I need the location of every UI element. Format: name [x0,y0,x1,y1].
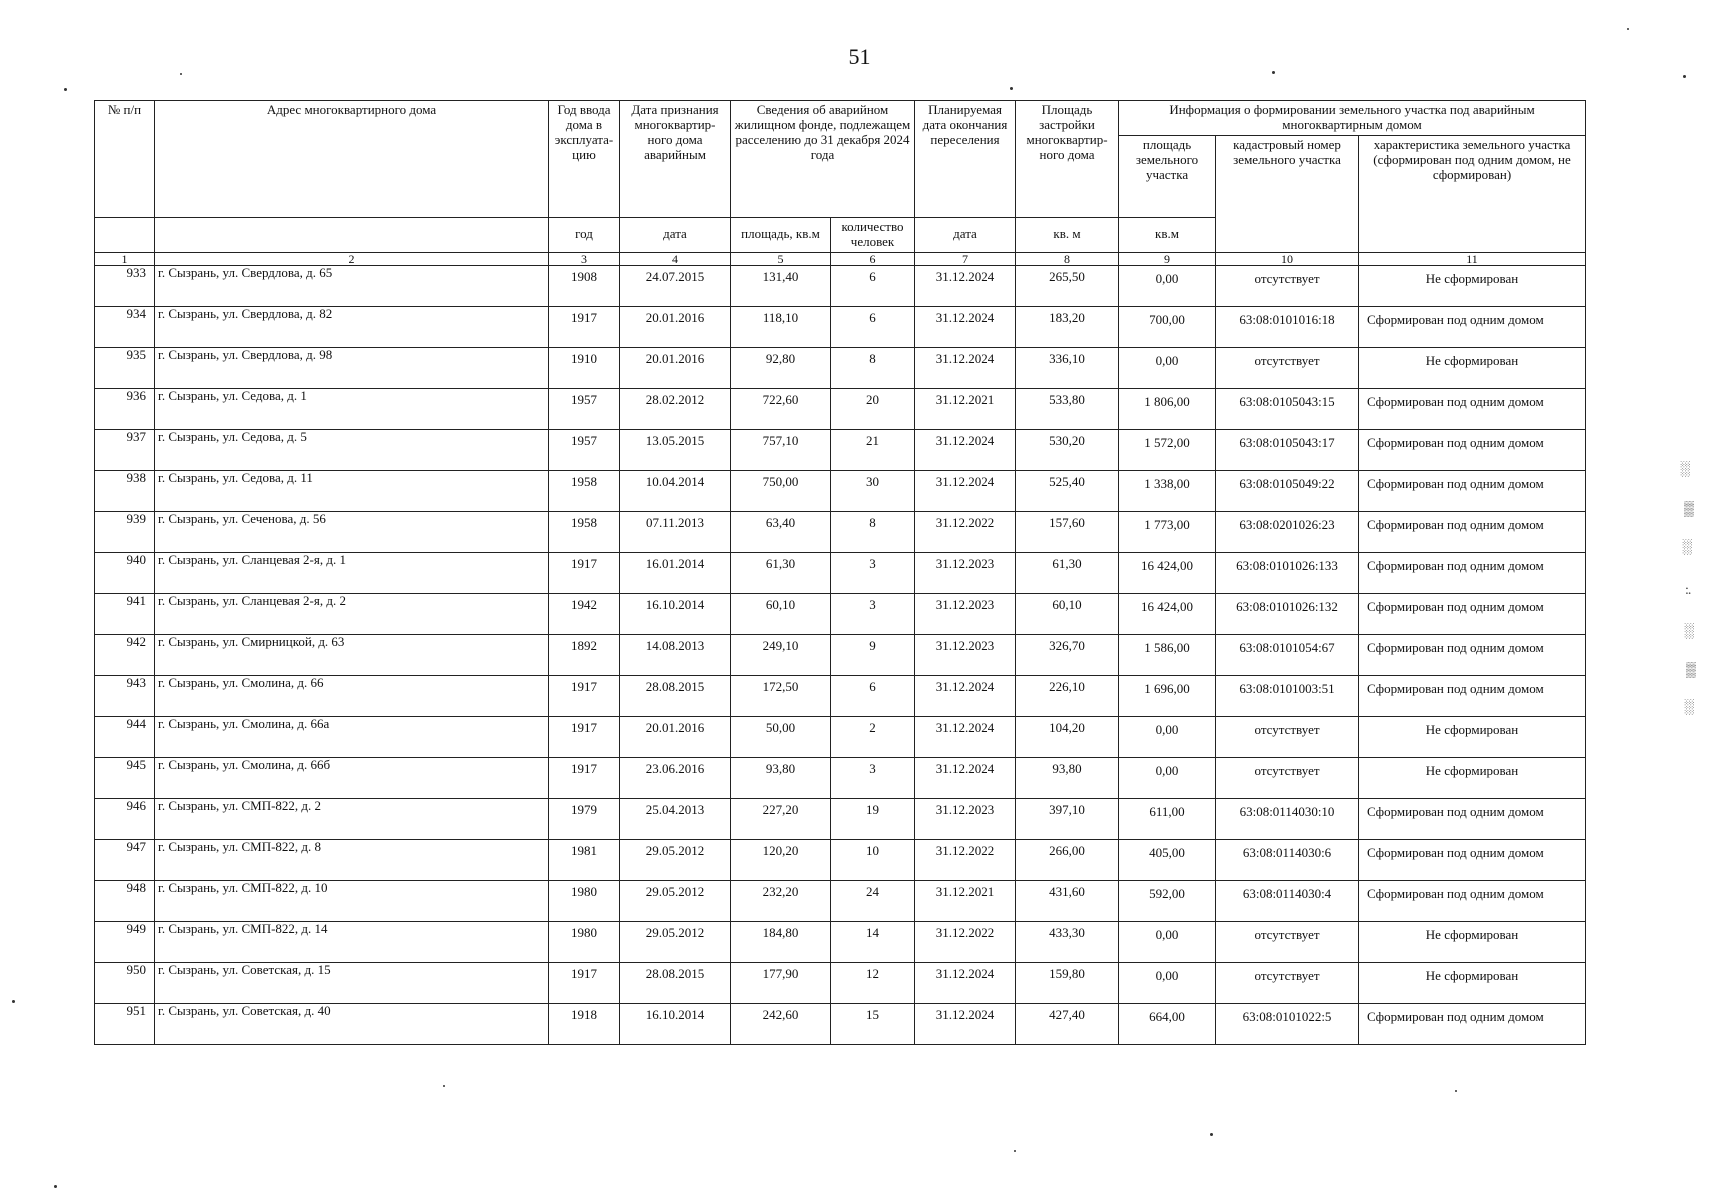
people-count-cell: 3 [831,593,915,634]
column-number: 11 [1359,252,1586,265]
scan-speck [1210,1133,1213,1136]
cadastral-number-cell: 63:08:0101003:51 [1216,675,1359,716]
column-number: 2 [155,252,549,265]
address-cell: г. Сызрань, ул. Смолина, д. 66б [155,757,549,798]
unit-area: площадь, кв.м [731,218,831,253]
built-area-cell: 326,70 [1016,634,1119,675]
header-address: Адрес многоквартирного дома [155,101,549,218]
people-count-cell: 9 [831,634,915,675]
year-built-cell: 1917 [549,675,620,716]
header-year-built: Год ввода дома в эксплуата- цию [549,101,620,218]
land-area-cell: 0,00 [1119,347,1216,388]
year-built-cell: 1910 [549,347,620,388]
land-characteristic-cell: Не сформирован [1359,716,1586,757]
year-built-cell: 1981 [549,839,620,880]
scan-speck [1014,1150,1016,1152]
header-land-char: характеристика земельного участка (сформирован под одним домом, не сформирован) [1359,135,1586,252]
year-built-cell: 1942 [549,593,620,634]
built-area-cell: 533,80 [1016,388,1119,429]
recognition-date-cell: 13.05.2015 [620,429,731,470]
scan-noise: ▒ [1684,502,1693,517]
built-area-cell: 336,10 [1016,347,1119,388]
recognition-date-cell: 14.08.2013 [620,634,731,675]
emergency-area-cell: 131,40 [731,265,831,306]
built-area-cell: 431,60 [1016,880,1119,921]
emergency-area-cell: 93,80 [731,757,831,798]
built-area-cell: 397,10 [1016,798,1119,839]
built-area-cell: 183,20 [1016,306,1119,347]
row-number: 944 [95,716,155,757]
planned-end-cell: 31.12.2024 [915,757,1016,798]
planned-end-cell: 31.12.2024 [915,716,1016,757]
header-recognition-date: Дата признания многоквартир- ного дома аварийным [620,101,731,218]
year-built-cell: 1917 [549,306,620,347]
table-row [95,634,1586,675]
built-area-cell: 427,40 [1016,1003,1119,1044]
column-number: 1 [95,252,155,265]
planned-end-cell: 31.12.2024 [915,306,1016,347]
planned-end-cell: 31.12.2023 [915,634,1016,675]
people-count-cell: 6 [831,306,915,347]
recognition-date-cell: 16.01.2014 [620,552,731,593]
table-row [95,511,1586,552]
people-count-cell: 10 [831,839,915,880]
scan-speck [1010,87,1013,90]
people-count-cell: 2 [831,716,915,757]
scan-speck [1272,71,1275,74]
emergency-housing-table [94,100,1586,1045]
land-characteristic-cell: Не сформирован [1359,347,1586,388]
address-cell: г. Сызрань, ул. Смирницкой, д. 63 [155,634,549,675]
recognition-date-cell: 16.10.2014 [620,1003,731,1044]
planned-end-cell: 31.12.2022 [915,511,1016,552]
land-characteristic-cell: Не сформирован [1359,921,1586,962]
row-number: 936 [95,388,155,429]
address-cell: г. Сызрань, ул. Смолина, д. 66а [155,716,549,757]
built-area-cell: 93,80 [1016,757,1119,798]
address-cell: г. Сызрань, ул. Седова, д. 5 [155,429,549,470]
cadastral-number-cell: 63:08:0101054:67 [1216,634,1359,675]
address-cell: г. Сызрань, ул. Седова, д. 11 [155,470,549,511]
address-cell: г. Сызрань, ул. СМП-822, д. 8 [155,839,549,880]
land-characteristic-cell: Сформирован под одним домом [1359,552,1586,593]
scan-noise: ░ [1680,462,1689,477]
table-row [95,429,1586,470]
emergency-area-cell: 120,20 [731,839,831,880]
unit-date: дата [620,218,731,253]
header-no: № п/п [95,101,155,218]
recognition-date-cell: 28.08.2015 [620,962,731,1003]
year-built-cell: 1980 [549,880,620,921]
planned-end-cell: 31.12.2021 [915,880,1016,921]
year-built-cell: 1918 [549,1003,620,1044]
people-count-cell: 3 [831,552,915,593]
land-area-cell: 664,00 [1119,1003,1216,1044]
land-characteristic-cell: Сформирован под одним домом [1359,798,1586,839]
planned-end-cell: 31.12.2024 [915,470,1016,511]
land-area-cell: 16 424,00 [1119,593,1216,634]
column-number: 9 [1119,252,1216,265]
planned-end-cell: 31.12.2024 [915,1003,1016,1044]
table-row [95,306,1586,347]
land-area-cell: 611,00 [1119,798,1216,839]
column-number: 10 [1216,252,1359,265]
emergency-area-cell: 249,10 [731,634,831,675]
table-row [95,593,1586,634]
column-number: 6 [831,252,915,265]
recognition-date-cell: 16.10.2014 [620,593,731,634]
scan-speck [54,1185,57,1188]
planned-end-cell: 31.12.2022 [915,839,1016,880]
built-area-cell: 266,00 [1016,839,1119,880]
row-number: 941 [95,593,155,634]
land-characteristic-cell: Сформирован под одним домом [1359,511,1586,552]
land-area-cell: 592,00 [1119,880,1216,921]
recognition-date-cell: 29.05.2012 [620,921,731,962]
table-row [95,757,1586,798]
cadastral-number-cell: 63:08:0105049:22 [1216,470,1359,511]
cadastral-number-cell: 63:08:0114030:6 [1216,839,1359,880]
planned-end-cell: 31.12.2024 [915,675,1016,716]
header-cadastral: кадастровый номер земельного участка [1216,135,1359,252]
emergency-area-cell: 757,10 [731,429,831,470]
built-area-cell: 226,10 [1016,675,1119,716]
recognition-date-cell: 20.01.2016 [620,306,731,347]
table-row [95,675,1586,716]
row-number: 934 [95,306,155,347]
people-count-cell: 14 [831,921,915,962]
recognition-date-cell: 25.04.2013 [620,798,731,839]
land-characteristic-cell: Сформирован под одним домом [1359,634,1586,675]
table-row [95,798,1586,839]
emergency-area-cell: 118,10 [731,306,831,347]
planned-end-cell: 31.12.2024 [915,429,1016,470]
land-characteristic-cell: Сформирован под одним домом [1359,306,1586,347]
scan-noise: ░ [1684,700,1693,715]
column-number: 4 [620,252,731,265]
land-area-cell: 1 572,00 [1119,429,1216,470]
people-count-cell: 6 [831,675,915,716]
land-characteristic-cell: Не сформирован [1359,962,1586,1003]
cadastral-number-cell: 63:08:0101026:133 [1216,552,1359,593]
people-count-cell: 3 [831,757,915,798]
planned-end-cell: 31.12.2023 [915,798,1016,839]
people-count-cell: 6 [831,265,915,306]
year-built-cell: 1892 [549,634,620,675]
built-area-cell: 157,60 [1016,511,1119,552]
emergency-area-cell: 50,00 [731,716,831,757]
recognition-date-cell: 07.11.2013 [620,511,731,552]
land-area-cell: 405,00 [1119,839,1216,880]
people-count-cell: 19 [831,798,915,839]
built-area-cell: 61,30 [1016,552,1119,593]
land-characteristic-cell: Не сформирован [1359,757,1586,798]
people-count-cell: 30 [831,470,915,511]
row-number: 938 [95,470,155,511]
year-built-cell: 1908 [549,265,620,306]
year-built-cell: 1979 [549,798,620,839]
land-characteristic-cell: Сформирован под одним домом [1359,470,1586,511]
address-cell: г. Сызрань, ул. Советская, д. 40 [155,1003,549,1044]
unit-people: количество человек [831,218,915,253]
table-body [95,265,1586,1044]
scan-speck [12,1000,15,1003]
table-row [95,880,1586,921]
column-number: 8 [1016,252,1119,265]
planned-end-cell: 31.12.2022 [915,921,1016,962]
scan-noise: :. [1685,583,1691,598]
land-characteristic-cell: Сформирован под одним домом [1359,593,1586,634]
emergency-area-cell: 61,30 [731,552,831,593]
unit-end-date: дата [915,218,1016,253]
planned-end-cell: 31.12.2021 [915,388,1016,429]
planned-end-cell: 31.12.2023 [915,552,1016,593]
land-characteristic-cell: Сформирован под одним домом [1359,880,1586,921]
column-numbers-row [95,252,1586,265]
land-area-cell: 0,00 [1119,265,1216,306]
land-characteristic-cell: Сформирован под одним домом [1359,429,1586,470]
recognition-date-cell: 28.02.2012 [620,388,731,429]
year-built-cell: 1917 [549,552,620,593]
scan-speck [180,73,182,75]
table-row [95,552,1586,593]
land-characteristic-cell: Сформирован под одним домом [1359,675,1586,716]
scan-speck [1627,28,1629,30]
planned-end-cell: 31.12.2023 [915,593,1016,634]
planned-end-cell: 31.12.2024 [915,962,1016,1003]
scan-noise: ░ [1684,624,1693,639]
year-built-cell: 1917 [549,962,620,1003]
row-number: 950 [95,962,155,1003]
address-cell: г. Сызрань, ул. Сланцевая 2-я, д. 1 [155,552,549,593]
built-area-cell: 525,40 [1016,470,1119,511]
scan-noise: ░ [1682,540,1691,555]
address-cell: г. Сызрань, ул. СМП-822, д. 14 [155,921,549,962]
cadastral-number-cell: отсутствует [1216,921,1359,962]
row-number: 939 [95,511,155,552]
year-built-cell: 1980 [549,921,620,962]
header-built-area: Площадь застройки многоквартир- ного дома [1016,101,1119,218]
table-row [95,470,1586,511]
recognition-date-cell: 29.05.2012 [620,880,731,921]
header-row-main [95,101,1586,136]
table-row [95,716,1586,757]
recognition-date-cell: 10.04.2014 [620,470,731,511]
year-built-cell: 1957 [549,388,620,429]
year-built-cell: 1958 [549,470,620,511]
land-characteristic-cell: Сформирован под одним домом [1359,1003,1586,1044]
cadastral-number-cell: 63:08:0105043:15 [1216,388,1359,429]
table-row [95,921,1586,962]
row-number: 933 [95,265,155,306]
unit-land-area: кв.м [1119,218,1216,253]
cadastral-number-cell: отсутствует [1216,347,1359,388]
people-count-cell: 20 [831,388,915,429]
row-number: 945 [95,757,155,798]
cadastral-number-cell: отсутствует [1216,716,1359,757]
planned-end-cell: 31.12.2024 [915,347,1016,388]
row-number: 948 [95,880,155,921]
column-number: 3 [549,252,620,265]
address-cell: г. Сызрань, ул. Сланцевая 2-я, д. 2 [155,593,549,634]
cadastral-number-cell: отсутствует [1216,962,1359,1003]
recognition-date-cell: 28.08.2015 [620,675,731,716]
recognition-date-cell: 20.01.2016 [620,347,731,388]
address-cell: г. Сызрань, ул. Седова, д. 1 [155,388,549,429]
emergency-area-cell: 750,00 [731,470,831,511]
land-area-cell: 1 338,00 [1119,470,1216,511]
cadastral-number-cell: 63:08:0101022:5 [1216,1003,1359,1044]
built-area-cell: 60,10 [1016,593,1119,634]
unit-built-area: кв. м [1016,218,1119,253]
scan-noise: ▒ [1686,663,1695,678]
address-cell: г. Сызрань, ул. Сеченова, д. 56 [155,511,549,552]
recognition-date-cell: 20.01.2016 [620,716,731,757]
people-count-cell: 15 [831,1003,915,1044]
scan-speck [1683,75,1686,78]
row-number: 935 [95,347,155,388]
planned-end-cell: 31.12.2024 [915,265,1016,306]
address-cell: г. Сызрань, ул. Советская, д. 15 [155,962,549,1003]
built-area-cell: 530,20 [1016,429,1119,470]
row-number: 942 [95,634,155,675]
row-number: 937 [95,429,155,470]
emergency-area-cell: 92,80 [731,347,831,388]
table-row [95,839,1586,880]
land-area-cell: 1 696,00 [1119,675,1216,716]
land-area-cell: 16 424,00 [1119,552,1216,593]
year-built-cell: 1917 [549,757,620,798]
cadastral-number-cell: 63:08:0101026:132 [1216,593,1359,634]
address-cell: г. Сызрань, ул. СМП-822, д. 10 [155,880,549,921]
year-built-cell: 1957 [549,429,620,470]
recognition-date-cell: 29.05.2012 [620,839,731,880]
table-row [95,1003,1586,1044]
emergency-area-cell: 232,20 [731,880,831,921]
row-number: 951 [95,1003,155,1044]
header-land-area: площадь земельного участка [1119,135,1216,217]
scan-speck [1455,1090,1457,1092]
built-area-cell: 265,50 [1016,265,1119,306]
recognition-date-cell: 24.07.2015 [620,265,731,306]
built-area-cell: 433,30 [1016,921,1119,962]
land-area-cell: 0,00 [1119,716,1216,757]
built-area-cell: 104,20 [1016,716,1119,757]
cadastral-number-cell: 63:08:0101016:18 [1216,306,1359,347]
emergency-area-cell: 172,50 [731,675,831,716]
scan-speck [64,88,67,91]
people-count-cell: 21 [831,429,915,470]
address-cell: г. Сызрань, ул. Свердлова, д. 82 [155,306,549,347]
address-cell: г. Сызрань, ул. СМП-822, д. 2 [155,798,549,839]
row-number: 943 [95,675,155,716]
land-area-cell: 1 806,00 [1119,388,1216,429]
table-row [95,265,1586,306]
scan-speck [443,1085,445,1087]
column-number: 5 [731,252,831,265]
unit-address [155,218,549,253]
row-number: 949 [95,921,155,962]
page-number: 51 [848,44,871,69]
land-characteristic-cell: Не сформирован [1359,265,1586,306]
cadastral-number-cell: 63:08:0114030:4 [1216,880,1359,921]
land-area-cell: 0,00 [1119,757,1216,798]
table-row [95,347,1586,388]
land-area-cell: 0,00 [1119,921,1216,962]
cadastral-number-cell: 63:08:0114030:10 [1216,798,1359,839]
emergency-area-cell: 177,90 [731,962,831,1003]
unit-year: год [549,218,620,253]
header-planned-end: Планируемая дата окончания переселения [915,101,1016,218]
people-count-cell: 8 [831,511,915,552]
address-cell: г. Сызрань, ул. Свердлова, д. 98 [155,347,549,388]
emergency-area-cell: 63,40 [731,511,831,552]
row-number: 947 [95,839,155,880]
land-area-cell: 1 586,00 [1119,634,1216,675]
emergency-area-cell: 60,10 [731,593,831,634]
year-built-cell: 1958 [549,511,620,552]
row-number: 946 [95,798,155,839]
land-area-cell: 1 773,00 [1119,511,1216,552]
people-count-cell: 8 [831,347,915,388]
built-area-cell: 159,80 [1016,962,1119,1003]
emergency-area-cell: 184,80 [731,921,831,962]
unit-no [95,218,155,253]
land-characteristic-cell: Сформирован под одним домом [1359,839,1586,880]
people-count-cell: 12 [831,962,915,1003]
cadastral-number-cell: отсутствует [1216,757,1359,798]
header-land-info: Информация о формировании земельного участка под аварийным многоквартирным домом [1119,101,1586,136]
header-emergency-info: Сведения об аварийном жилищном фонде, подлежащем расселению до 31 декабря 2024 года [731,101,915,218]
address-cell: г. Сызрань, ул. Свердлова, д. 65 [155,265,549,306]
row-number: 940 [95,552,155,593]
cadastral-number-cell: 63:08:0201026:23 [1216,511,1359,552]
emergency-area-cell: 242,60 [731,1003,831,1044]
land-area-cell: 0,00 [1119,962,1216,1003]
table-row [95,962,1586,1003]
people-count-cell: 24 [831,880,915,921]
column-number: 7 [915,252,1016,265]
year-built-cell: 1917 [549,716,620,757]
address-cell: г. Сызрань, ул. Смолина, д. 66 [155,675,549,716]
emergency-area-cell: 722,60 [731,388,831,429]
cadastral-number-cell: 63:08:0105043:17 [1216,429,1359,470]
land-characteristic-cell: Сформирован под одним домом [1359,388,1586,429]
recognition-date-cell: 23.06.2016 [620,757,731,798]
emergency-area-cell: 227,20 [731,798,831,839]
table-row [95,388,1586,429]
cadastral-number-cell: отсутствует [1216,265,1359,306]
land-area-cell: 700,00 [1119,306,1216,347]
